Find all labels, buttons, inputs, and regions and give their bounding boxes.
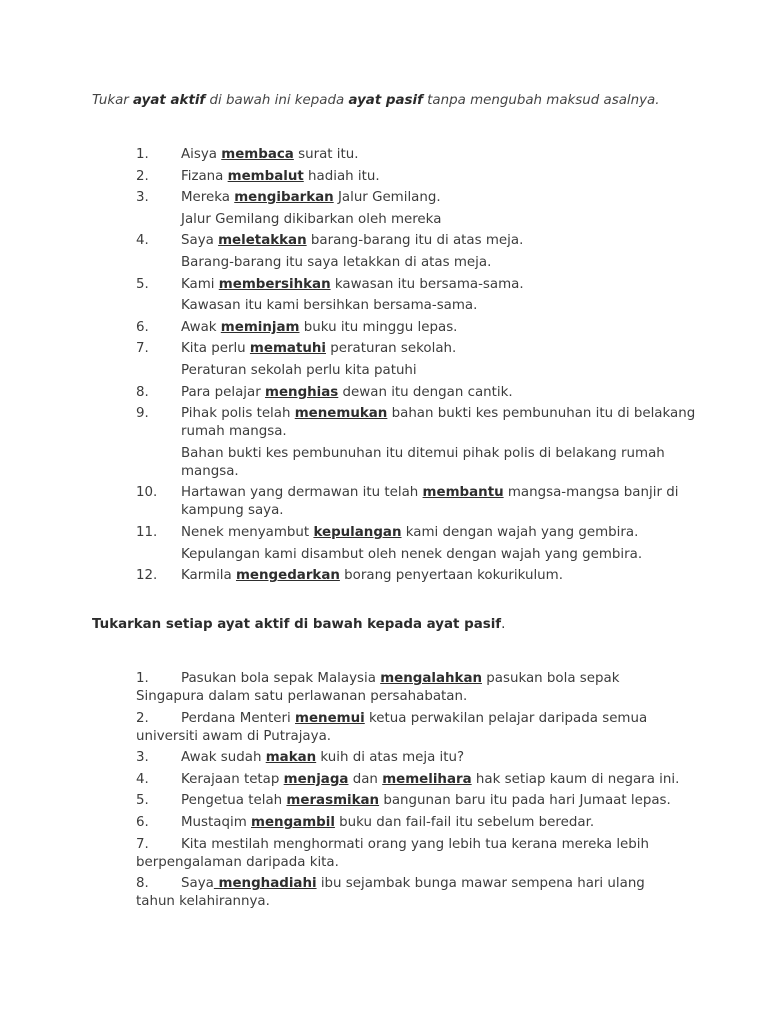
item-text: Saya: [181, 233, 219, 249]
item-verb: membantu: [422, 485, 504, 501]
item-text: borang penyertaan kokurikulum.: [339, 568, 563, 584]
item-verb: menghias: [265, 384, 339, 400]
list-item: [136, 276, 696, 294]
item-answer: Peraturan sekolah perlu kita patuhi: [181, 362, 417, 378]
item-number: 8.: [136, 876, 149, 892]
item-verb: menjaga: [283, 771, 349, 787]
item-text: ibu sejambak bunga mawar sempena hari ulang tahun kelahirannya.: [136, 876, 645, 910]
exercise-list-2: [136, 670, 684, 915]
item-text: mangsa-mangsa banjir di kampung saya.: [181, 485, 679, 519]
item-verb: menemui: [295, 710, 365, 726]
item-text: Aisya: [181, 147, 222, 162]
item-verb: membersihkan: [218, 276, 331, 292]
list-item: [136, 749, 684, 767]
item-number: 1.: [136, 147, 149, 162]
item-text: Mustaqim: [181, 814, 251, 830]
list-item: [136, 319, 696, 337]
item-number: 4.: [136, 233, 149, 249]
intro-text: Tukar: [92, 93, 134, 108]
item-number: 9.: [136, 406, 149, 422]
item-number: 8.: [136, 384, 149, 400]
item-number: 7.: [136, 836, 149, 852]
item-text: kuih di atas meja itu?: [316, 750, 465, 766]
item-number: 6.: [136, 319, 149, 335]
item-text: hak setiap kaum di negara ini.: [471, 771, 680, 787]
item-verb: mematuhi: [249, 341, 327, 357]
item-answer: Bahan bukti kes pembunuhan itu ditemui pihak polis di belakang rumah mangsa.: [181, 445, 665, 479]
item-text: Nenek menyambut: [181, 524, 314, 540]
item-text: Jalur Gemilang.: [333, 190, 441, 206]
item-number: 2.: [136, 710, 149, 726]
item-text: Pasukan bola sepak Malaysia: [181, 671, 381, 686]
item-number: 3.: [136, 750, 149, 766]
list-item: [136, 484, 696, 520]
intro-text: di bawah ini kepada: [205, 93, 349, 108]
item-verb: memelihara: [382, 771, 472, 787]
item-text: Awak: [181, 319, 221, 335]
item-text: dan: [348, 771, 383, 787]
list-item: [136, 189, 696, 207]
item-text: buku dan fail-fail itu sebelum beredar.: [334, 814, 595, 830]
item-text: surat itu.: [293, 147, 359, 162]
item-text: kawasan itu bersama-sama.: [330, 276, 524, 292]
item-text: Para pelajar: [181, 384, 265, 400]
item-verb: meminjam: [220, 319, 300, 335]
item-text: Hartawan yang dermawan itu telah: [181, 485, 423, 501]
item-verb: mengedarkan: [235, 568, 340, 584]
item-text: peraturan sekolah.: [326, 341, 457, 357]
list-item: [136, 875, 684, 911]
item-verb: menemukan: [294, 406, 388, 422]
heading-text: Tukarkan setiap ayat aktif di bawah kepada ayat pasif: [92, 617, 502, 632]
item-text: pasukan bola sepak Singapura dalam satu perlawanan persahabatan.: [136, 671, 620, 704]
intro-text: tanpa mengubah maksud asalnya.: [422, 93, 660, 108]
item-text: Perdana Menteri: [181, 710, 296, 726]
item-verb: meletakkan: [218, 233, 307, 249]
item-number: 1.: [136, 671, 149, 686]
item-answer: Kawasan itu kami bersihkan bersama-sama.: [181, 298, 478, 314]
item-number: 11.: [136, 524, 158, 540]
item-text: Pengetua telah: [181, 793, 287, 809]
list-item: [136, 168, 696, 186]
item-text: Awak sudah: [181, 750, 266, 766]
item-verb: kepulangan: [313, 524, 402, 540]
list-item: [136, 146, 696, 164]
item-verb: makan: [265, 750, 317, 766]
item-number: 10.: [136, 485, 158, 501]
item-answer: Barang-barang itu saya letakkan di atas meja.: [181, 254, 492, 270]
list-item: [136, 710, 684, 746]
item-answer: Kepulangan kami disambut oleh nenek dengan wajah yang gembira.: [181, 546, 643, 562]
item-verb: membalut: [227, 168, 304, 184]
item-text: Mereka: [181, 190, 235, 206]
intro-keyword: ayat aktif: [133, 93, 206, 108]
item-text: Kita mestilah menghormati orang yang lebih tua kerana mereka lebih berpengalaman daripada kita.: [136, 836, 650, 870]
item-text: Pihak polis telah: [181, 406, 295, 422]
item-verb: merasmikan: [286, 793, 380, 809]
item-number: 5.: [136, 793, 149, 809]
list-item: [136, 814, 684, 832]
list-item: [136, 384, 696, 402]
list-item: [136, 340, 696, 358]
list-item: [136, 524, 696, 542]
item-number: 2.: [136, 168, 149, 184]
item-text: hadiah itu.: [303, 168, 380, 184]
item-text: Karmila: [181, 568, 236, 584]
item-text: buku itu minggu lepas.: [299, 319, 458, 335]
item-answer: Jalur Gemilang dikibarkan oleh mereka: [181, 211, 442, 227]
list-item: [136, 405, 696, 441]
list-item: [136, 670, 684, 706]
item-verb: mengambil: [251, 814, 335, 830]
item-number: 7.: [136, 341, 149, 357]
item-text: Kita perlu: [181, 341, 250, 357]
item-verb: mengibarkan: [234, 190, 334, 206]
item-text: kami dengan wajah yang gembira.: [401, 524, 639, 540]
item-text: bahan bukti kes pembunuhan itu di belakang rumah mangsa.: [181, 406, 696, 440]
item-verb: mengalahkan: [380, 671, 483, 686]
instruction-2: [92, 617, 712, 632]
item-verb: membaca: [221, 147, 294, 162]
list-item: [136, 836, 684, 872]
item-text: Saya: [181, 876, 214, 892]
instruction-1: [92, 93, 752, 108]
item-text: Kerajaan tetap: [181, 771, 284, 787]
list-item: [136, 232, 696, 250]
item-text: dewan itu dengan cantik.: [338, 384, 513, 400]
item-number: 12.: [136, 568, 158, 584]
list-item: [136, 771, 684, 789]
item-text: ketua perwakilan pelajar daripada semua universiti awam di Putrajaya.: [136, 710, 648, 744]
item-text: Fizana: [181, 168, 228, 184]
list-item: [136, 567, 696, 585]
item-number: 5.: [136, 276, 149, 292]
intro-keyword: ayat pasif: [348, 93, 423, 108]
item-number: 3.: [136, 190, 149, 206]
item-text: Kami: [181, 276, 219, 292]
item-text: barang-barang itu di atas meja.: [306, 233, 524, 249]
item-text: bangunan baru itu pada hari Jumaat lepas.: [379, 793, 671, 809]
item-number: 6.: [136, 814, 149, 830]
item-number: 4.: [136, 771, 149, 787]
exercise-list-1: [136, 146, 696, 589]
item-verb: menghadiahi: [213, 876, 317, 892]
heading-dot: .: [501, 617, 506, 632]
list-item: [136, 792, 684, 810]
